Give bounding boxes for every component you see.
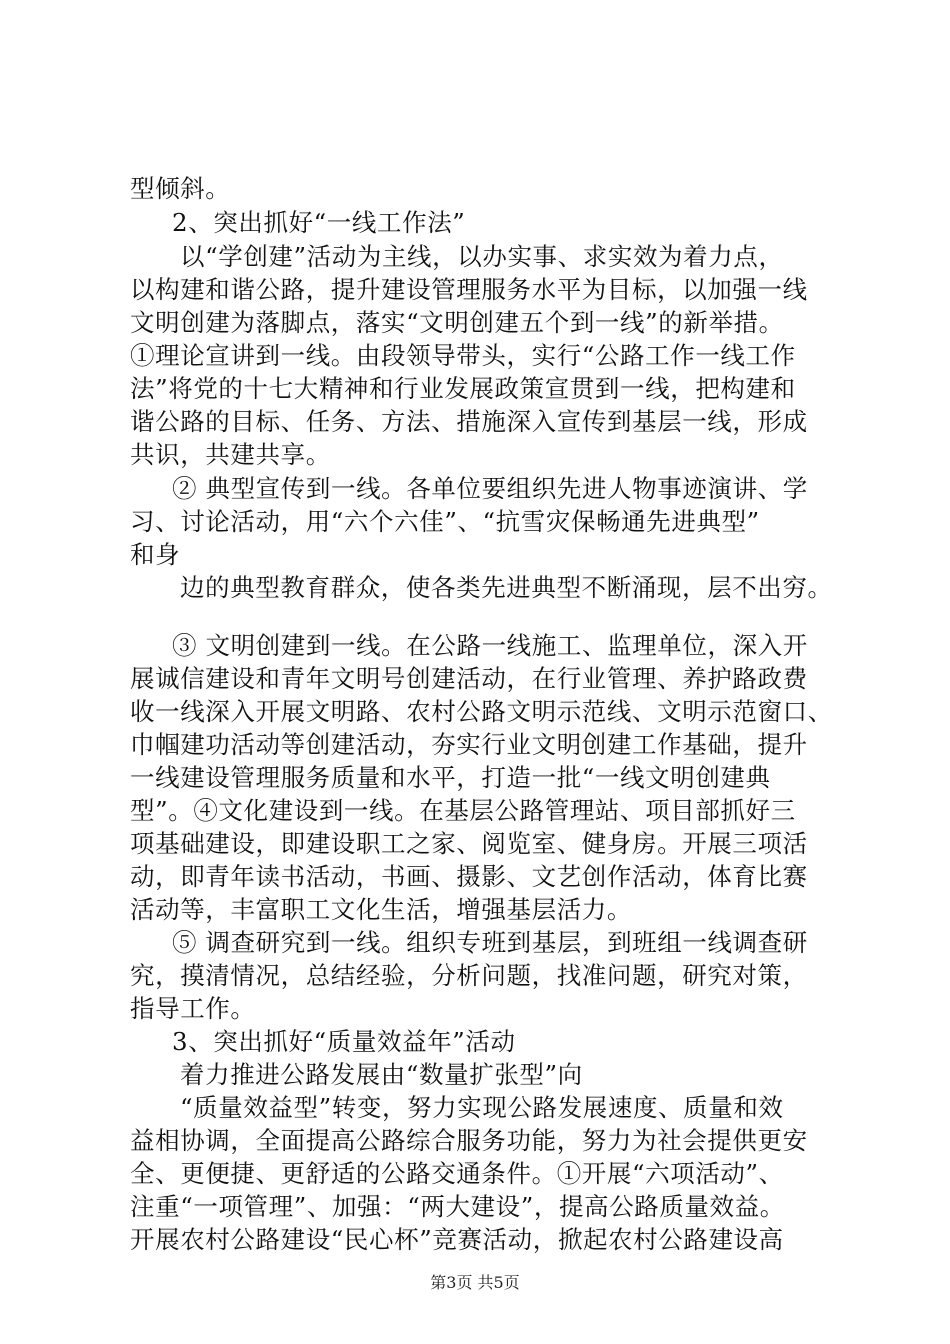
text-line: 习、讨论活动，用“六个六佳”、“抗雪灾保畅通先进典型” [130, 507, 760, 536]
text-line: “质量效益型”转变，努力实现公路发展速度、质量和效 [180, 1093, 784, 1122]
text-line: 究，摸清情况，总结经验，分析问题，找准问题，研究对策， [130, 961, 808, 990]
text-line: 动，即青年读书活动，书画、摄影、文艺创作活动，体育比赛 [130, 862, 808, 891]
text-line: 文明创建为落脚点，落实“文明创建五个到一线”的新举措。 [130, 308, 784, 337]
text-line: ③ 文明创建到一线。在公路一线施工、监理单位，深入开 [172, 631, 808, 660]
text-line: 以构建和谐公路，提升建设管理服务水平为目标，以加强一线 [130, 275, 808, 304]
text-line: 项基础建设，即建设职工之家、阅览室、健身房。开展三项活 [130, 829, 808, 858]
text-line: 共识，共建共享。 [130, 440, 331, 469]
text-line: 型倾斜。 [130, 174, 231, 203]
text-line: 指导工作。 [130, 994, 256, 1023]
section-heading: 3、突出抓好“质量效益年”活动 [172, 1027, 516, 1056]
text-line: 注重“一项管理”、加强：“两大建设”，提高公路质量效益。 [130, 1192, 785, 1221]
text-line: 开展农村公路建设“民心杯”竞赛活动，掀起农村公路建设高 [130, 1225, 784, 1254]
text-line: 法”将党的十七大精神和行业发展政策宣贯到一线，把构建和 [130, 374, 796, 403]
text-line: ② 典型宣传到一线。各单位要组织先进人物事迹演讲、学 [172, 474, 808, 503]
text-line: 型”。④文化建设到一线。在基层公路管理站、项目部抓好三 [130, 796, 796, 825]
text-line: 谐公路的目标、任务、方法、措施深入宣传到基层一线，形成 [130, 407, 808, 436]
section-heading: 2、突出抓好“一线工作法” [172, 208, 466, 237]
text-line: 和身 [130, 540, 181, 569]
text-line: 展诚信建设和青年文明号创建活动，在行业管理、养护路政费 [130, 664, 808, 693]
page-number-footer: 第3页 共5页 [430, 1273, 520, 1292]
text-line: ①理论宣讲到一线。由段领导带头，实行“公路工作一线工作 [130, 341, 796, 370]
text-line: 活动等，丰富职工文化生活，增强基层活力。 [130, 895, 632, 924]
text-line: 收一线深入开展文明路、农村公路文明示范线、文明示范窗口、 [130, 697, 833, 726]
text-line: 巾帼建功活动等创建活动，夯实行业文明创建工作基础，提升 [130, 730, 808, 759]
text-line: 边的典型教育群众，使各类先进典型不断涌现，层不出穷。 [180, 573, 833, 602]
text-line: 益相协调，全面提高公路综合服务功能，努力为社会提供更安 [130, 1126, 808, 1155]
text-line: 一线建设管理服务质量和水平，打造一批“一线文明创建典 [130, 763, 771, 792]
text-line: 着力推进公路发展由“数量扩张型”向 [180, 1060, 583, 1089]
text-line: 全、更便捷、更舒适的公路交通条件。①开展“六项活动”、 [130, 1159, 784, 1188]
text-line: 以“学创建”活动为主线，以办实事、求实效为着力点， [180, 242, 784, 271]
text-line: ⑤ 调查研究到一线。组织专班到基层，到班组一线调查研 [172, 928, 808, 957]
